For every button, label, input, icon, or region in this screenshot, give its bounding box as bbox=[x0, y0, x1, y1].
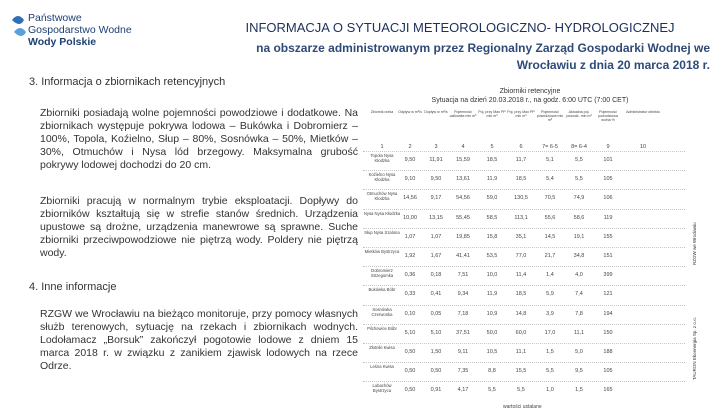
table-cell: 13,15 bbox=[429, 214, 443, 221]
table-cell: 9,50 bbox=[430, 176, 442, 183]
table-row-name: Leśna Kwisa bbox=[370, 364, 394, 370]
table-cell: 15,59 bbox=[456, 157, 470, 163]
section-3-paragraph-1: Zbiorniki posiadają wolne pojemności powodziowe i dodatkowe. Na zbiornikach występuje pokrywa lodowa – Bukówka i Dobromierz – 100%, Topola, Koźielno, Słup – 80%, Sosnówka – 50%, Mietków – 30%, Otmuchów i Nysa lód brzegowy. Maksymalna grubość pokrywy lodowej dochodzi do 20 cm. bbox=[40, 107, 358, 171]
table-cell: 121 bbox=[603, 291, 613, 298]
table-cell: 5,0 bbox=[575, 349, 583, 355]
logo-line-2: Gospodarstwo Wodne bbox=[28, 24, 132, 36]
table-cell: 105 bbox=[603, 176, 613, 183]
table-header-2: Odpływ w m³/s bbox=[398, 110, 422, 114]
table-cell: 165 bbox=[603, 387, 613, 394]
table-cell: 101 bbox=[603, 157, 613, 163]
table-cell: 58,6 bbox=[573, 214, 585, 221]
table-cell: 5,5 bbox=[575, 176, 583, 183]
table-cell: 13,61 bbox=[456, 176, 470, 183]
table-column-number: 2 bbox=[408, 144, 412, 150]
page-subtitle bbox=[210, 40, 710, 74]
table-row-name: Mietków Bystrzyca bbox=[364, 249, 400, 254]
table-cell: 4,17 bbox=[457, 387, 469, 394]
table-row-divider bbox=[363, 343, 685, 344]
table-column-number: 1 bbox=[380, 144, 384, 150]
table-cell: 50,0 bbox=[486, 329, 498, 336]
table-cell: 34,8 bbox=[573, 253, 585, 259]
table-row-name: Słup Nysa Szalona bbox=[364, 229, 400, 235]
table-cell: 130,5 bbox=[514, 195, 528, 202]
table-cell: 55,45 bbox=[456, 214, 470, 221]
table-cell: 60,0 bbox=[515, 329, 527, 336]
table-cell: 1,5 bbox=[575, 387, 583, 394]
logo-text bbox=[28, 12, 132, 48]
table-cell: 1,0 bbox=[546, 387, 554, 394]
table-cell: 19,85 bbox=[456, 233, 470, 240]
table-cell: 5,5 bbox=[575, 157, 583, 163]
table-row-divider bbox=[363, 381, 685, 382]
table-cell: 0,33 bbox=[404, 291, 416, 298]
page-title: INFORMACJA O SYTUACJI METEOROLOGICZNO- HYDROLOGICZNEJ bbox=[245, 20, 675, 35]
table-cell: 0,10 bbox=[404, 310, 416, 317]
table-cell: 10,9 bbox=[486, 310, 498, 317]
table-cell: 9,50 bbox=[404, 157, 416, 163]
table-cell: 11,7 bbox=[515, 157, 527, 163]
table-cell: 14,5 bbox=[544, 233, 556, 240]
logo-line-1: Państwowe bbox=[28, 12, 82, 24]
table-row-divider bbox=[363, 305, 685, 306]
table-header-9: Pojemność powodziowa wolna % bbox=[598, 110, 618, 123]
table-cell: 11,9 bbox=[486, 291, 498, 298]
table-cell: 105 bbox=[603, 368, 613, 375]
table-column-number: 6 bbox=[519, 144, 523, 150]
table-cell: 59,0 bbox=[486, 195, 498, 202]
table-cell: 150 bbox=[603, 329, 613, 336]
table-cell: 8,8 bbox=[488, 368, 496, 375]
table-cell: 37,51 bbox=[456, 329, 470, 336]
table-cell: 35,1 bbox=[515, 233, 527, 240]
table-title bbox=[362, 87, 698, 105]
table-cell: 0,05 bbox=[430, 310, 442, 317]
table-cell: 9,5 bbox=[575, 368, 583, 375]
section-3-title: 3. Informacja o zbiornikach retencyjnych bbox=[29, 76, 226, 88]
table-cell: 7,8 bbox=[575, 310, 583, 317]
table-cell: 1,50 bbox=[430, 349, 442, 355]
table-row-name: Koźielno Nysa Kłodzka bbox=[368, 172, 396, 183]
table-cell: 10,00 bbox=[403, 214, 417, 221]
table-cell: 5,9 bbox=[546, 291, 554, 298]
table-row-divider bbox=[363, 151, 685, 152]
logo-wave-icon-2 bbox=[14, 28, 26, 36]
table-column-number: 3 bbox=[434, 144, 438, 150]
table-column-number: 7= 6-5 bbox=[542, 144, 558, 150]
table-row-divider bbox=[363, 189, 685, 190]
table-cell: 74,9 bbox=[573, 195, 585, 202]
table-cell: 5,1 bbox=[546, 157, 554, 163]
table-cell: 18,5 bbox=[515, 176, 527, 183]
table-cell: 19,1 bbox=[573, 233, 585, 240]
table-cell: 1,5 bbox=[546, 349, 554, 355]
table-cell: 119 bbox=[603, 214, 613, 221]
table-cell: 18,5 bbox=[486, 157, 498, 163]
table-header-7: Pojemność powodziowa mln m³ bbox=[536, 110, 564, 123]
table-cell: 1,4 bbox=[546, 272, 554, 279]
table-header-5: Poj. przy Max PP mln m³ bbox=[478, 110, 506, 119]
table-column-number: 8= 6-4 bbox=[571, 144, 587, 150]
section-4-title: 4. Inne informacje bbox=[29, 281, 117, 293]
table-cell: 5,4 bbox=[546, 176, 554, 183]
table-cell: 58,5 bbox=[486, 214, 498, 221]
section-4-paragraph: RZGW we Wrocławiu na bieżąco monitoruje, przy pomocy własnych służb terenowych, sytuację na rzekach i zbiornikach wodnych. Lodołamacz „Borsuk” zakończył pogotowie lodowe z dniem 15 marca 2018 r. w związku z zanikiem zjawisk lodowych na rzece Odrze. bbox=[40, 308, 358, 372]
table-row-name: Bukówka Bóbr bbox=[368, 287, 396, 293]
table-row-name: Topola Nysa Kłodzka bbox=[370, 153, 394, 163]
table-row-name: Dobromierz Strzegomka bbox=[370, 268, 394, 279]
table-cell: 1,07 bbox=[404, 233, 416, 240]
table-row-divider bbox=[363, 247, 685, 248]
table-cell: 0,36 bbox=[404, 272, 416, 279]
table-cell: 54,56 bbox=[456, 195, 470, 202]
table-cell: 11,91 bbox=[429, 157, 443, 163]
subtitle-line-1: na obszarze administrowanym przez Regionalny Zarząd Gospodarki Wodnej we bbox=[256, 41, 710, 55]
table-cell: 70,5 bbox=[544, 195, 556, 202]
table-header-10: Administrator obiektu bbox=[626, 110, 660, 114]
table-cell: 15,5 bbox=[515, 368, 527, 375]
table-column-number: 10 bbox=[639, 144, 647, 150]
table-cell: 53,5 bbox=[486, 253, 498, 259]
table-cell: 11,9 bbox=[486, 176, 498, 183]
side-label-tauron: TAURON Ekoenergia Sp. z o.o. bbox=[692, 317, 697, 380]
table-footnote: wartości ustalane bbox=[503, 403, 542, 410]
table-cell: 0,50 bbox=[404, 368, 416, 375]
table-cell: 55,6 bbox=[544, 214, 556, 221]
table-row-divider bbox=[363, 324, 685, 325]
table-row-name: Otmuchów Nysa Kłodzka bbox=[366, 191, 398, 202]
table-cell: 10,5 bbox=[486, 349, 498, 355]
table-cell: 5,5 bbox=[517, 387, 525, 394]
table-cell: 5,10 bbox=[430, 329, 442, 336]
table-header-8: Aktualna poj. powodz. mln m³ bbox=[566, 110, 592, 119]
table-cell: 5,10 bbox=[404, 329, 416, 336]
table-row-divider bbox=[363, 170, 685, 171]
table-title-line-1: Zbiorniki retencyjne bbox=[499, 88, 561, 95]
table-cell: 77,0 bbox=[515, 253, 527, 259]
table-cell: 11,1 bbox=[515, 349, 527, 355]
table-row-divider bbox=[363, 266, 685, 267]
table-cell: 155 bbox=[603, 233, 613, 240]
table-cell: 7,51 bbox=[457, 272, 469, 279]
table-column-number: 5 bbox=[490, 144, 494, 150]
table-cell: 18,5 bbox=[515, 291, 527, 298]
table-title-line-2: Sytuacja na dzień 20.03.2018 r., na godz. 6:00 UTC (7:00 CET) bbox=[431, 97, 629, 104]
table-row-name: Pilchowice Bóbr bbox=[367, 325, 397, 331]
table-row-divider bbox=[363, 362, 685, 363]
table-cell: 0,41 bbox=[430, 291, 442, 298]
table-header-4: Pojemność całkowita mln m³ bbox=[449, 110, 477, 119]
table-row-name: Nysa Nysa Kłodzka bbox=[363, 210, 401, 216]
table-cell: 399 bbox=[603, 272, 613, 279]
table-cell: 0,18 bbox=[430, 272, 442, 279]
table-cell: 1,92 bbox=[404, 253, 416, 259]
table-column-number: 4 bbox=[461, 144, 465, 150]
table-cell: 14,56 bbox=[403, 195, 417, 202]
table-cell: 9,10 bbox=[404, 176, 416, 183]
table-cell: 0,91 bbox=[430, 387, 442, 394]
table-row-divider bbox=[363, 228, 685, 229]
table-cell: 17,0 bbox=[544, 329, 556, 336]
table-row-name: Sosnówka Czerwonka bbox=[371, 306, 393, 317]
table-cell: 4,0 bbox=[575, 272, 583, 279]
table-cell: 0,50 bbox=[430, 368, 442, 375]
table-cell: 14,8 bbox=[515, 310, 527, 317]
table-cell: 113,1 bbox=[514, 214, 528, 221]
table-cell: 7,35 bbox=[457, 368, 469, 375]
table-cell: 7,4 bbox=[575, 291, 583, 298]
table-row-divider bbox=[363, 285, 685, 286]
table-cell: 9,34 bbox=[457, 291, 469, 298]
table-cell: 21,7 bbox=[544, 253, 556, 259]
table-cell: 1,67 bbox=[430, 253, 442, 259]
table-cell: 188 bbox=[603, 349, 613, 355]
table-cell: 10,0 bbox=[486, 272, 498, 279]
table-header-3: Dopływ w m³/s bbox=[424, 110, 448, 114]
table-cell: 5,5 bbox=[546, 368, 554, 375]
table-column-number: 9 bbox=[606, 144, 610, 150]
subtitle-line-2: Wrocławiu z dnia 20 marca 2018 r. bbox=[516, 58, 710, 72]
table-cell: 0,50 bbox=[404, 387, 416, 394]
table-cell: 151 bbox=[603, 253, 613, 259]
table-cell: 41,41 bbox=[456, 253, 470, 259]
side-label-rzgw: RZGW we Wrocławiu bbox=[692, 222, 697, 265]
table-row-name: Złotniki Kwisa bbox=[369, 345, 395, 350]
table-cell: 5,5 bbox=[488, 387, 496, 394]
logo-line-3: Wody Polskie bbox=[28, 36, 97, 48]
table-cell: 106 bbox=[603, 195, 613, 202]
table-header-1: Zbiornik rzeka bbox=[370, 110, 394, 114]
table-cell: 9,17 bbox=[430, 195, 442, 202]
table-cell: 15,8 bbox=[486, 233, 498, 240]
table-cell: 194 bbox=[603, 310, 613, 317]
table-cell: 9,11 bbox=[457, 349, 469, 355]
section-3-paragraph-2: Zbiorniki pracują w normalnym trybie eksploatacji. Dopływy do zbiorników kształtują się w strefie stanów średnich. Urządzenia upustowe są drożne, urządzenia manewrowe są sprawne. Suche zbiorniki przeciwpowodziowe nie piętrzą wody. Poldery nie piętrzą wody. bbox=[40, 195, 358, 259]
table-cell: 0,50 bbox=[404, 349, 416, 355]
table-cell: 3,9 bbox=[546, 310, 554, 317]
table-cell: 7,18 bbox=[457, 310, 469, 317]
table-header-6: Poj. przy Max PP mln m³ bbox=[507, 110, 535, 119]
table-cell: 1,07 bbox=[430, 233, 442, 240]
table-cell: 11,4 bbox=[515, 272, 527, 279]
table-row-divider bbox=[363, 209, 685, 210]
logo-wave-icon bbox=[12, 16, 24, 24]
table-row-name: Lubachów Bystrzyca bbox=[372, 383, 392, 394]
table-cell: 11,1 bbox=[573, 329, 585, 336]
